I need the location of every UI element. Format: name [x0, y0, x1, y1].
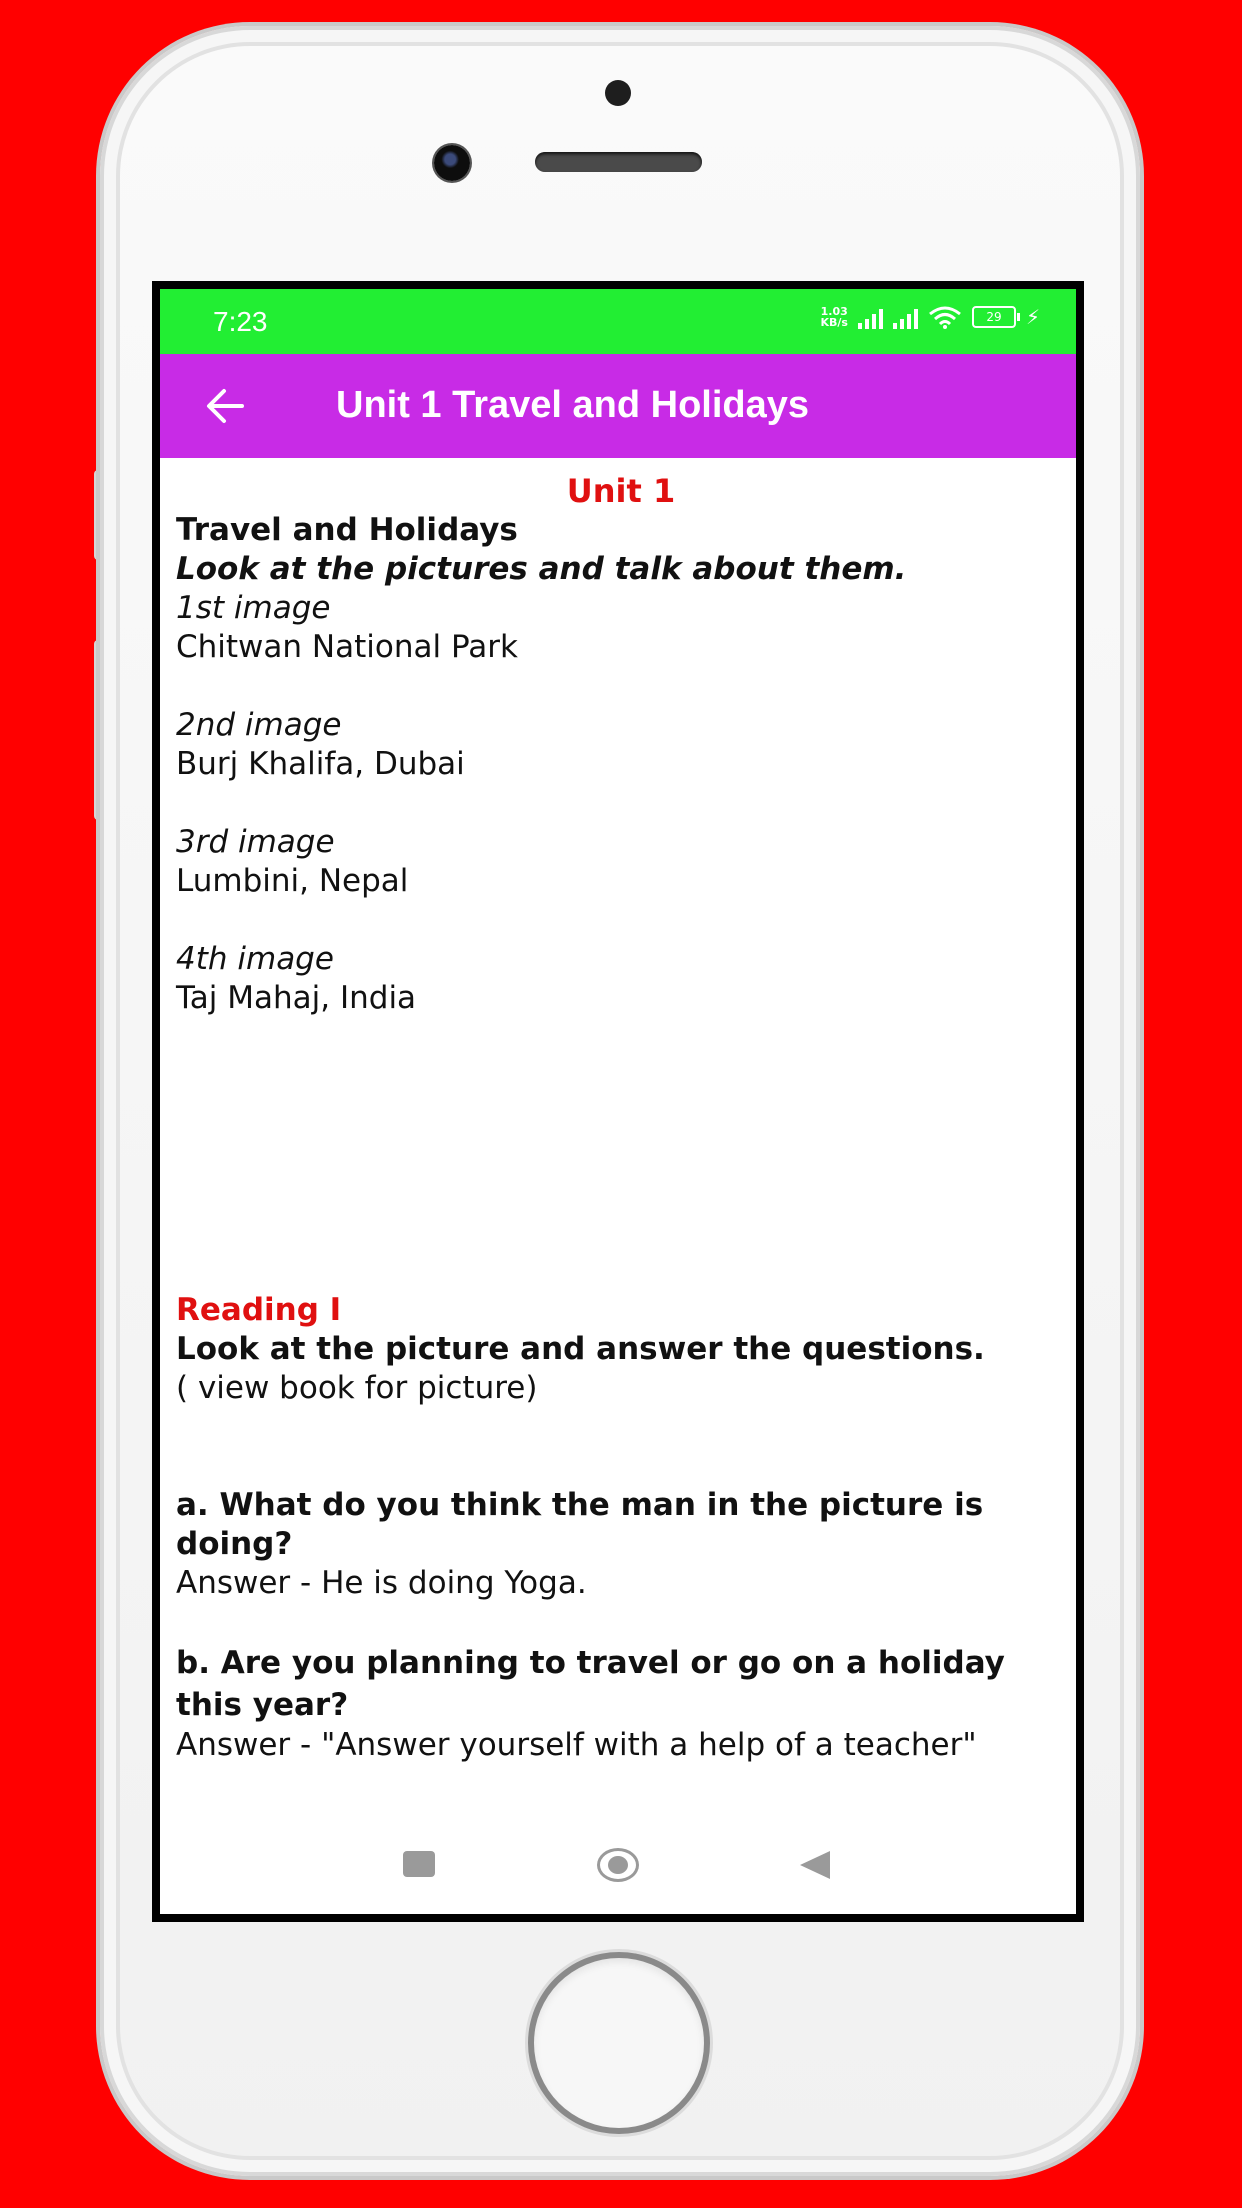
image-label: 4th image: [176, 941, 334, 977]
wifi-icon: [928, 305, 962, 329]
image-caption: Lumbini, Nepal: [176, 863, 409, 899]
image-caption: Taj Mahaj, India: [176, 980, 417, 1016]
chapter-title: Travel and Holidays: [176, 512, 518, 548]
instruction-text: Look at the pictures and talk about them.: [176, 551, 907, 587]
image-label: 1st image: [176, 590, 331, 626]
image-caption: Burj Khalifa, Dubai: [176, 746, 465, 782]
earpiece-speaker: [535, 152, 702, 172]
status-time: 7:23: [213, 306, 268, 337]
charging-icon: ⚡: [1025, 305, 1040, 329]
lesson-content: [176, 458, 1066, 1828]
screen-inner: [160, 289, 1076, 1914]
back-arrow-icon[interactable]: [202, 384, 248, 428]
image-caption: Chitwan National Park: [176, 629, 518, 665]
status-bar: [160, 289, 1076, 354]
answer-text: Answer - He is doing Yoga.: [176, 1565, 587, 1601]
answer-text: Answer - "Answer yourself with a help of a teacher": [176, 1727, 977, 1763]
battery-icon: 29: [972, 306, 1016, 328]
network-speed-value: 1.03: [820, 305, 848, 318]
back-nav-button[interactable]: [800, 1851, 830, 1879]
unit-heading: Unit 1: [566, 472, 676, 510]
signal-icon: [858, 305, 883, 329]
page-title: Unit 1 Travel and Holidays: [336, 384, 810, 426]
reading-heading: Reading I: [176, 1292, 342, 1328]
home-button[interactable]: [534, 1958, 704, 2128]
front-camera: [434, 145, 470, 181]
reading-instruction: Look at the picture and answer the questions.: [176, 1331, 985, 1367]
home-nav-button[interactable]: [597, 1848, 639, 1882]
image-label: 3rd image: [176, 824, 335, 860]
network-speed-unit: KB/s: [820, 316, 848, 329]
network-speed: [820, 306, 847, 328]
recent-apps-button[interactable]: [403, 1851, 435, 1877]
proximity-sensor: [605, 80, 631, 106]
question-text: a. What do you think the man in the picture is doing?: [176, 1487, 984, 1562]
phone-screen: [152, 281, 1084, 1922]
status-icons: [820, 305, 1040, 329]
reading-note: ( view book for picture): [176, 1370, 538, 1406]
app-bar: [160, 354, 1076, 458]
image-label: 2nd image: [176, 707, 342, 743]
question-text: b. Are you planning to travel or go on a holiday this year?: [176, 1645, 1005, 1723]
signal-icon: [893, 305, 918, 329]
system-nav-bar: [160, 1819, 1076, 1914]
